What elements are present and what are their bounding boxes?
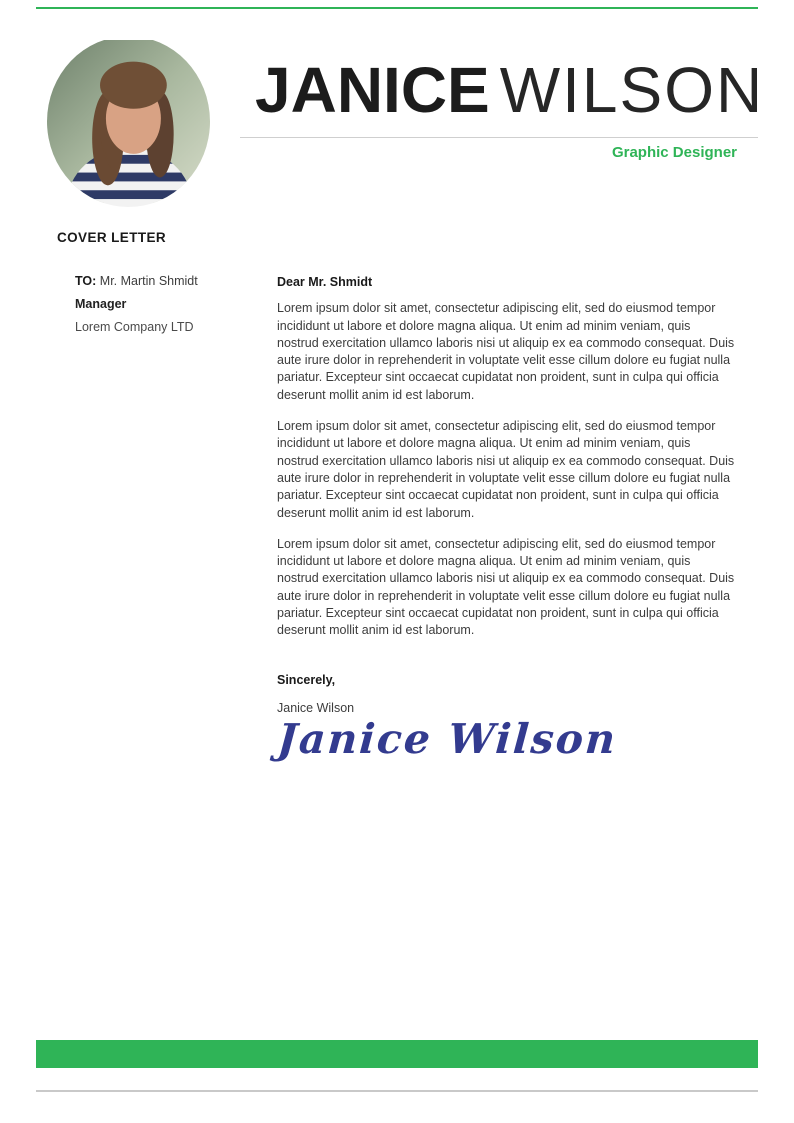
to-label: TO: bbox=[75, 274, 97, 288]
recipient-name: Mr. Martin Shmidt bbox=[99, 274, 198, 288]
bottom-accent-bar bbox=[36, 1040, 758, 1068]
section-label-cover-letter: COVER LETTER bbox=[57, 230, 167, 245]
last-name: WILSON bbox=[499, 54, 765, 126]
profile-photo bbox=[47, 36, 210, 207]
paragraph-2: Lorem ipsum dolor sit amet, consectetur adipiscing elit, sed do eiusmod tempor incididunt ut labore et dolore magna aliqua. Ut enim ad minim veniam, quis nostrud exercitation ullamco laboris nisi ut aliquip ex ea commodo consequat. Duis aute irure dolor in reprehenderit in voluptate velit esse cillum dolore eu fugiat nulla pariatur. Excepteur sint occaecat cupidatat non proident, sunt in culpa qui officia deserunt mollit anim id est laborum. bbox=[277, 419, 735, 520]
first-name: JANICE bbox=[255, 54, 490, 126]
top-accent-rule bbox=[36, 7, 758, 9]
profile-photo-image bbox=[47, 36, 210, 207]
signature: Janice Wilson bbox=[275, 715, 619, 764]
paragraph-3: Lorem ipsum dolor sit amet, consectetur adipiscing elit, sed do eiusmod tempor incididunt ut labore et dolore magna aliqua. Ut enim ad minim veniam, quis nostrud exercitation ullamco laboris nisi ut aliquip ex ea commodo consequat. Duis aute irure dolor in reprehenderit in voluptate velit esse cillum dolore eu fugiat nulla pariatur. Excepteur sint occaecat cupidatat non proident, sunt in culpa qui officia deserunt mollit anim id est laborum. bbox=[277, 536, 735, 638]
recipient-position: Manager bbox=[75, 297, 127, 311]
person-name bbox=[255, 54, 765, 126]
recipient-block bbox=[75, 274, 245, 343]
header-divider bbox=[240, 137, 758, 138]
closing: Sincerely, bbox=[277, 672, 336, 687]
recipient-to-line bbox=[75, 274, 245, 288]
bottom-divider bbox=[36, 1090, 758, 1092]
sender-name: Janice Wilson bbox=[277, 700, 355, 715]
job-title: Graphic Designer bbox=[611, 144, 737, 161]
salutation: Dear Mr. Shmidt bbox=[277, 275, 373, 289]
letter-body bbox=[275, 274, 735, 764]
paragraph-1: Lorem ipsum dolor sit amet, consectetur adipiscing elit, sed do eiusmod tempor incididunt ut labore et dolore magna aliqua. Ut enim ad minim veniam, quis nostrud exercitation ullamco laboris nisi ut aliquip ex ea commodo consequat. Duis aute irure dolor in reprehenderit in voluptate velit esse cillum dolore eu fugiat nulla pariatur. Excepteur sint occaecat cupidatat non proident, sunt in culpa qui officia deserunt mollit anim id est laborum. bbox=[277, 301, 735, 402]
recipient-company: Lorem Company LTD bbox=[75, 320, 194, 334]
